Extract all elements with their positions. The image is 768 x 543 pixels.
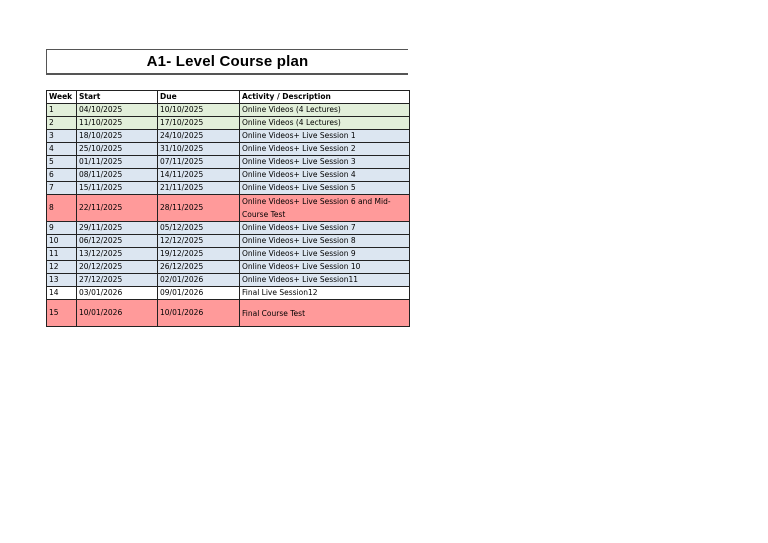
cell-start[interactable]: 06/12/2025: [77, 235, 158, 248]
cell-activity[interactable]: Online Videos+ Live Session 1: [240, 130, 410, 143]
cell-start[interactable]: 27/12/2025: [77, 274, 158, 287]
cell-start[interactable]: 20/12/2025: [77, 261, 158, 274]
header-start: Start: [77, 91, 158, 104]
cell-due[interactable]: 02/01/2026: [158, 274, 240, 287]
table-row: [47, 274, 410, 287]
cell-week[interactable]: 13: [47, 274, 77, 287]
cell-week[interactable]: 3: [47, 130, 77, 143]
cell-due[interactable]: 19/12/2025: [158, 248, 240, 261]
cell-due[interactable]: 05/12/2025: [158, 222, 240, 235]
table-row: [47, 130, 410, 143]
page-title: A1- Level Course plan: [146, 53, 309, 70]
cell-week[interactable]: 11: [47, 248, 77, 261]
cell-activity[interactable]: Online Videos+ Live Session 2: [240, 143, 410, 156]
cell-due[interactable]: 31/10/2025: [158, 143, 240, 156]
cell-week[interactable]: 2: [47, 117, 77, 130]
cell-week[interactable]: 6: [47, 169, 77, 182]
table-row: [47, 248, 410, 261]
cell-start[interactable]: 13/12/2025: [77, 248, 158, 261]
cell-due[interactable]: 17/10/2025: [158, 117, 240, 130]
cell-start[interactable]: 22/11/2025: [77, 195, 158, 222]
header-due: Due: [158, 91, 240, 104]
header-week: Week: [47, 91, 77, 104]
cell-week[interactable]: 7: [47, 182, 77, 195]
cell-start[interactable]: 04/10/2025: [77, 104, 158, 117]
table-row: [47, 300, 410, 327]
cell-activity[interactable]: Online Videos+ Live Session 8: [240, 235, 410, 248]
cell-start[interactable]: 11/10/2025: [77, 117, 158, 130]
table-row: [47, 195, 410, 222]
cell-start[interactable]: 25/10/2025: [77, 143, 158, 156]
cell-due[interactable]: 28/11/2025: [158, 195, 240, 222]
cell-week[interactable]: 12: [47, 261, 77, 274]
cell-start[interactable]: 18/10/2025: [77, 130, 158, 143]
cell-activity[interactable]: Online Videos+ Live Session 6 and Mid-Course Test: [240, 195, 410, 222]
cell-week[interactable]: 10: [47, 235, 77, 248]
cell-due[interactable]: 09/01/2026: [158, 287, 240, 300]
cell-start[interactable]: 01/11/2025: [77, 156, 158, 169]
cell-due[interactable]: 10/01/2026: [158, 300, 240, 327]
table-row: [47, 143, 410, 156]
cell-activity[interactable]: Online Videos+ Live Session 3: [240, 156, 410, 169]
cell-activity[interactable]: Online Videos+ Live Session 10: [240, 261, 410, 274]
cell-activity[interactable]: Online Videos+ Live Session11: [240, 274, 410, 287]
cell-activity[interactable]: Final Course Test: [240, 300, 410, 327]
table-row: [47, 156, 410, 169]
cell-due[interactable]: 10/10/2025: [158, 104, 240, 117]
table-row: [47, 169, 410, 182]
table-row: [47, 287, 410, 300]
table-header-row: [47, 91, 410, 104]
cell-start[interactable]: 08/11/2025: [77, 169, 158, 182]
cell-week[interactable]: 4: [47, 143, 77, 156]
cell-due[interactable]: 24/10/2025: [158, 130, 240, 143]
cell-activity[interactable]: Online Videos+ Live Session 4: [240, 169, 410, 182]
cell-due[interactable]: 07/11/2025: [158, 156, 240, 169]
table-row: [47, 182, 410, 195]
table-row: [47, 261, 410, 274]
cell-due[interactable]: 21/11/2025: [158, 182, 240, 195]
cell-week[interactable]: 5: [47, 156, 77, 169]
cell-due[interactable]: 12/12/2025: [158, 235, 240, 248]
cell-activity[interactable]: Online Videos+ Live Session 9: [240, 248, 410, 261]
cell-start[interactable]: 15/11/2025: [77, 182, 158, 195]
table-row: [47, 104, 410, 117]
cell-activity[interactable]: Online Videos+ Live Session 7: [240, 222, 410, 235]
cell-activity[interactable]: Online Videos+ Live Session 5: [240, 182, 410, 195]
cell-week[interactable]: 8: [47, 195, 77, 222]
header-activity: Activity / Description: [240, 91, 410, 104]
cell-start[interactable]: 03/01/2026: [77, 287, 158, 300]
cell-start[interactable]: 10/01/2026: [77, 300, 158, 327]
cell-week[interactable]: 9: [47, 222, 77, 235]
cell-due[interactable]: 26/12/2025: [158, 261, 240, 274]
title-box: [46, 49, 408, 75]
table-row: [47, 117, 410, 130]
cell-week[interactable]: 15: [47, 300, 77, 327]
cell-week[interactable]: 1: [47, 104, 77, 117]
cell-week[interactable]: 14: [47, 287, 77, 300]
cell-due[interactable]: 14/11/2025: [158, 169, 240, 182]
table-row: [47, 222, 410, 235]
cell-start[interactable]: 29/11/2025: [77, 222, 158, 235]
cell-activity[interactable]: Final Live Session12: [240, 287, 410, 300]
table-row: [47, 235, 410, 248]
cell-activity[interactable]: Online Videos (4 Lectures): [240, 117, 410, 130]
cell-activity[interactable]: Online Videos (4 Lectures): [240, 104, 410, 117]
course-plan-table: [46, 90, 410, 327]
